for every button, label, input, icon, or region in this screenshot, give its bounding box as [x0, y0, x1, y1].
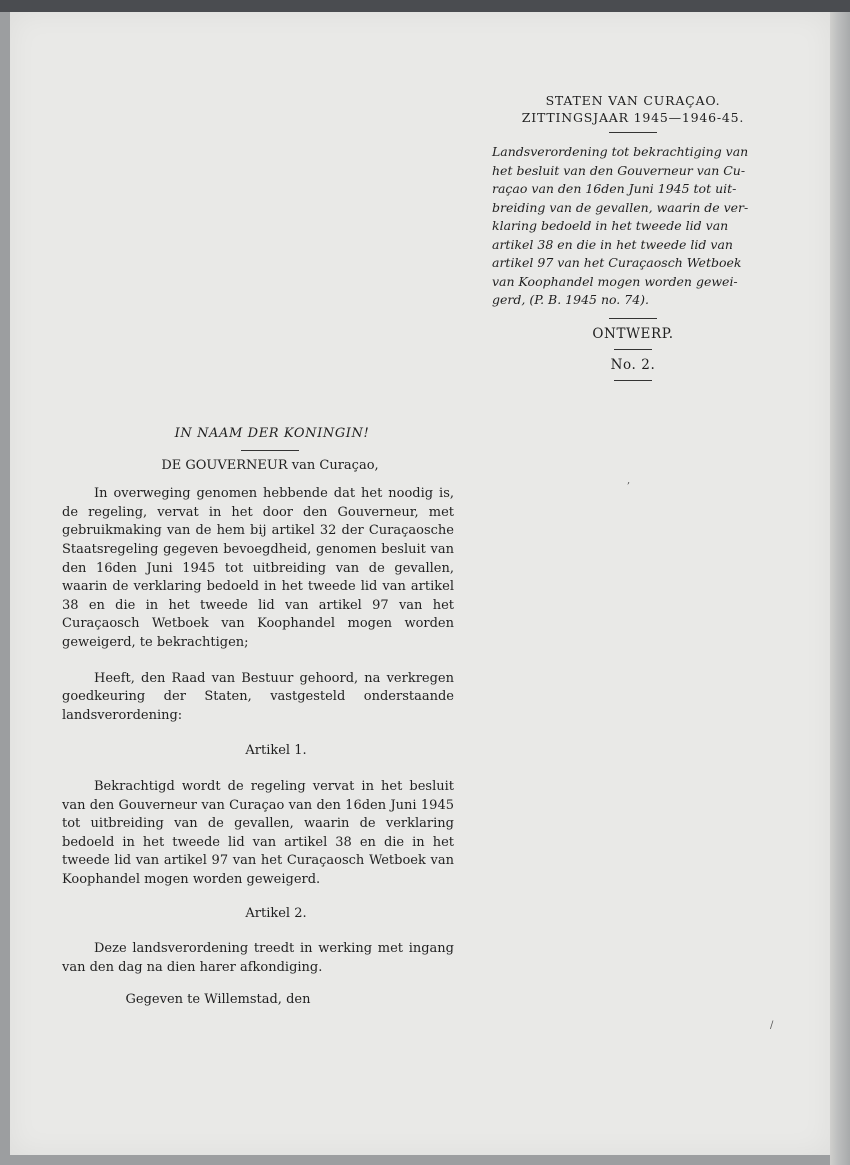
gegeven-line: Gegeven te Willemstad, den: [125, 992, 311, 1008]
ontwerp-label: ONTWERP.: [592, 325, 674, 342]
title-line: artikel 38 en die in het tweede lid van: [492, 236, 733, 252]
law-title: [490, 143, 776, 310]
divider: [614, 349, 652, 350]
header-staten: STATEN VAN CURAÇAO.: [545, 93, 721, 108]
title-line: raçao van den 16den Juni 1945 tot uit-: [492, 181, 737, 196]
top-dark-border: [0, 0, 850, 12]
divider: [241, 450, 299, 451]
title-line: klaring bedoeld in het tweede lid van: [492, 218, 729, 233]
article-1-text: Bekrachtigd wordt de regeling vervat in het besluit van den Gouverneur van Curaçao van den 16den Juni 1945 tot uitbreiding van de gevallen, waarin de verklaring bedoeld in het tweede lid van artikel 38 en die in het tweede lid van artikel 97 van het Curaçaosch Wetboek van Koophandel mogen worden geweigerd.: [62, 778, 454, 887]
ink-speck: /: [770, 1020, 774, 1031]
page-edge-shadow: [830, 12, 850, 1165]
ink-speck: ,: [627, 475, 631, 486]
article-1-heading: Artikel 1.: [245, 743, 307, 759]
divider-wrap: [62, 444, 454, 457]
divider: [609, 318, 657, 319]
article-2-text: Deze landsverordening treedt in werking met ingang van den dag na dien harer afkondiging.: [62, 941, 454, 975]
in-naam-der-koningin: IN NAAM DER KONINGIN!: [174, 426, 370, 441]
gouverneur-line: DE GOUVERNEUR van Curaçao,: [161, 457, 379, 473]
paragraph-heeft: Heeft, den Raad van Bestuur gehoord, na verkregen goedkeuring der Staten, vastgesteld onderstaande landsverordening:: [62, 670, 454, 723]
title-line: gerd, (P. B. 1945 no. 74).: [492, 292, 650, 307]
document-body: [62, 425, 454, 1010]
title-line: breiding van de gevallen, waarin de ver-: [492, 199, 749, 215]
paragraph-overweging: In overweging genomen hebbende dat het noodig is, de regeling, vervat in het door den Gouverneur, met gebruikmaking van de hem bij artikel 32 der Curaçaosche Staatsregeling gegeven bevoegdheid, genomen besluit van den 16den Juni 1945 tot uitbreiding van de gevallen, waarin de verklaring bedoeld in het tweede lid van artikel 38 en die in het tweede lid van artikel 97 van het Curaçaosch Wetboek van Koophandel mogen worden geweigerd, te bekrachtigen;: [62, 486, 454, 650]
document-number: No. 2.: [610, 356, 656, 373]
title-line: artikel 97 van het Curaçaosch Wetboek: [492, 255, 742, 270]
title-line: van Koophandel mogen worden gewei-: [492, 273, 738, 289]
document-header-block: [490, 92, 776, 387]
divider: [614, 380, 652, 381]
divider: [609, 132, 657, 133]
title-line: Landsverordening tot bekrachtiging van: [492, 144, 749, 159]
header-zittingsjaar: ZITTINGSJAAR 1945—1946-45.: [521, 110, 745, 125]
article-2-heading: Artikel 2.: [245, 906, 307, 922]
title-line: het besluit van den Gouverneur van Cu-: [492, 162, 746, 178]
